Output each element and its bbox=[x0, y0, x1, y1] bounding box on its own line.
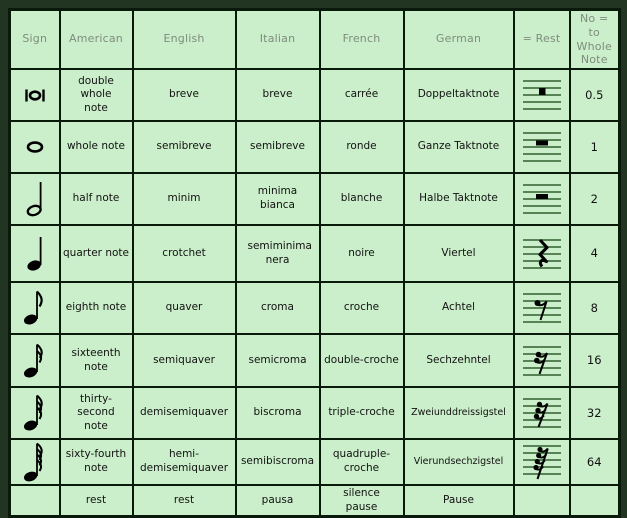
sixty-fourth-note-icon bbox=[24, 442, 45, 483]
footer-row bbox=[10, 485, 620, 517]
american-name: sixteenth note bbox=[60, 334, 133, 387]
french-name: carrée bbox=[320, 69, 404, 121]
table-row bbox=[10, 439, 620, 485]
german-name: Ganze Taktnote bbox=[404, 121, 514, 173]
whole-note-icon bbox=[26, 141, 44, 153]
table-row bbox=[10, 69, 620, 121]
table-row bbox=[10, 282, 620, 334]
american-name: double whole note bbox=[78, 74, 114, 114]
french-name: croche bbox=[320, 282, 404, 334]
italian-name: semibreve bbox=[236, 121, 320, 173]
header-german: German bbox=[404, 10, 514, 70]
table-row bbox=[10, 225, 620, 282]
ratio-value: 0.5 bbox=[570, 69, 620, 121]
american-name: eighth note bbox=[60, 282, 133, 334]
note-values-table bbox=[8, 8, 621, 518]
rest-cell-empty bbox=[514, 485, 570, 517]
ratio-cell-empty bbox=[570, 485, 620, 517]
italian-name: semicroma bbox=[236, 334, 320, 387]
header-ratio-line: to bbox=[588, 25, 600, 39]
sign-cell bbox=[10, 121, 60, 173]
table-row bbox=[10, 121, 620, 173]
rest-cell bbox=[514, 121, 570, 173]
italian-rest-name: pausa bbox=[236, 485, 320, 517]
header-ratio-line: No = bbox=[580, 12, 609, 25]
rest-cell bbox=[514, 225, 570, 282]
header-french: French bbox=[320, 10, 404, 70]
german-name: Achtel bbox=[404, 282, 514, 334]
french-name: double-croche bbox=[320, 334, 404, 387]
italian-name: croma bbox=[236, 282, 320, 334]
sixteenth-rest-icon bbox=[520, 342, 564, 380]
ratio-value: 2 bbox=[570, 173, 620, 225]
whole-rest-icon bbox=[520, 128, 564, 166]
eighth-note-icon bbox=[24, 290, 45, 326]
half-note-icon bbox=[26, 181, 44, 217]
french-rest-name: silence pause bbox=[343, 487, 380, 513]
french-name: noire bbox=[320, 225, 404, 282]
header-ratio bbox=[570, 10, 620, 70]
rest-cell bbox=[514, 69, 570, 121]
sign-cell bbox=[10, 334, 60, 387]
header-row bbox=[10, 10, 620, 70]
table-row bbox=[10, 334, 620, 387]
header-italian: Italian bbox=[236, 10, 320, 70]
ratio-value: 16 bbox=[570, 334, 620, 387]
german-rest-name: Pause bbox=[404, 485, 514, 517]
american-name: half note bbox=[60, 173, 133, 225]
english-rest-name: rest bbox=[133, 485, 236, 517]
sixteenth-note-icon bbox=[24, 343, 45, 379]
english-name: quaver bbox=[133, 282, 236, 334]
american-name: thirty-second note bbox=[77, 392, 115, 432]
german-name: Sechzehntel bbox=[404, 334, 514, 387]
rest-cell bbox=[514, 173, 570, 225]
sign-cell bbox=[10, 439, 60, 485]
eighth-rest-icon bbox=[520, 289, 564, 327]
header-american: American bbox=[60, 10, 133, 70]
ratio-value: 64 bbox=[570, 439, 620, 485]
quarter-note-icon bbox=[26, 236, 44, 272]
german-name: Zweiunddreissigstel bbox=[404, 387, 514, 439]
german-name: Viertel bbox=[404, 225, 514, 282]
thirty-second-rest-icon bbox=[520, 394, 564, 432]
sign-cell bbox=[10, 387, 60, 439]
ratio-value: 8 bbox=[570, 282, 620, 334]
rest-cell bbox=[514, 282, 570, 334]
rest-cell bbox=[514, 439, 570, 485]
sign-cell bbox=[10, 282, 60, 334]
american-name: quarter note bbox=[60, 225, 133, 282]
half-rest-icon bbox=[520, 180, 564, 218]
american-name: sixty-fourth note bbox=[65, 448, 127, 474]
english-name: semiquaver bbox=[133, 334, 236, 387]
header-rest: = Rest bbox=[514, 10, 570, 70]
american-rest-name: rest bbox=[60, 485, 133, 517]
english-name: demisemiquaver bbox=[133, 387, 236, 439]
sign-cell bbox=[10, 225, 60, 282]
american-name: whole note bbox=[60, 121, 133, 173]
header-sign: Sign bbox=[10, 10, 60, 70]
french-name: blanche bbox=[320, 173, 404, 225]
table-row bbox=[10, 173, 620, 225]
header-ratio-line: Whole bbox=[576, 39, 612, 53]
german-name: Doppeltaktnote bbox=[404, 69, 514, 121]
rest-cell bbox=[514, 387, 570, 439]
double-whole-note-icon bbox=[24, 89, 46, 102]
german-name: Halbe Taktnote bbox=[404, 173, 514, 225]
table-row bbox=[10, 387, 620, 439]
rest-cell bbox=[514, 334, 570, 387]
italian-name: minima bianca bbox=[257, 185, 298, 211]
italian-name: semibiscroma bbox=[236, 439, 320, 485]
ratio-value: 1 bbox=[570, 121, 620, 173]
french-name: ronde bbox=[320, 121, 404, 173]
french-name: quadruple-croche bbox=[332, 448, 391, 474]
sign-cell-empty bbox=[10, 485, 60, 517]
english-name: semibreve bbox=[133, 121, 236, 173]
english-name: crotchet bbox=[133, 225, 236, 282]
german-name: Vierundsechzigstel bbox=[404, 439, 514, 485]
header-ratio-line: Note bbox=[580, 53, 608, 67]
ratio-value: 4 bbox=[570, 225, 620, 282]
thirty-second-note-icon bbox=[24, 394, 45, 432]
double-whole-rest-icon bbox=[520, 76, 564, 114]
quarter-rest-icon bbox=[520, 235, 564, 273]
italian-name: biscroma bbox=[236, 387, 320, 439]
french-name: triple-croche bbox=[320, 387, 404, 439]
ratio-value: 32 bbox=[570, 387, 620, 439]
english-name: hemi-demisemiquaver bbox=[139, 448, 229, 474]
english-name: breve bbox=[133, 69, 236, 121]
sixty-fourth-rest-icon bbox=[520, 442, 564, 482]
header-english: English bbox=[133, 10, 236, 70]
sign-cell bbox=[10, 173, 60, 225]
italian-name: semiminima nera bbox=[247, 239, 312, 266]
sign-cell bbox=[10, 69, 60, 121]
english-name: minim bbox=[133, 173, 236, 225]
italian-name: breve bbox=[236, 69, 320, 121]
